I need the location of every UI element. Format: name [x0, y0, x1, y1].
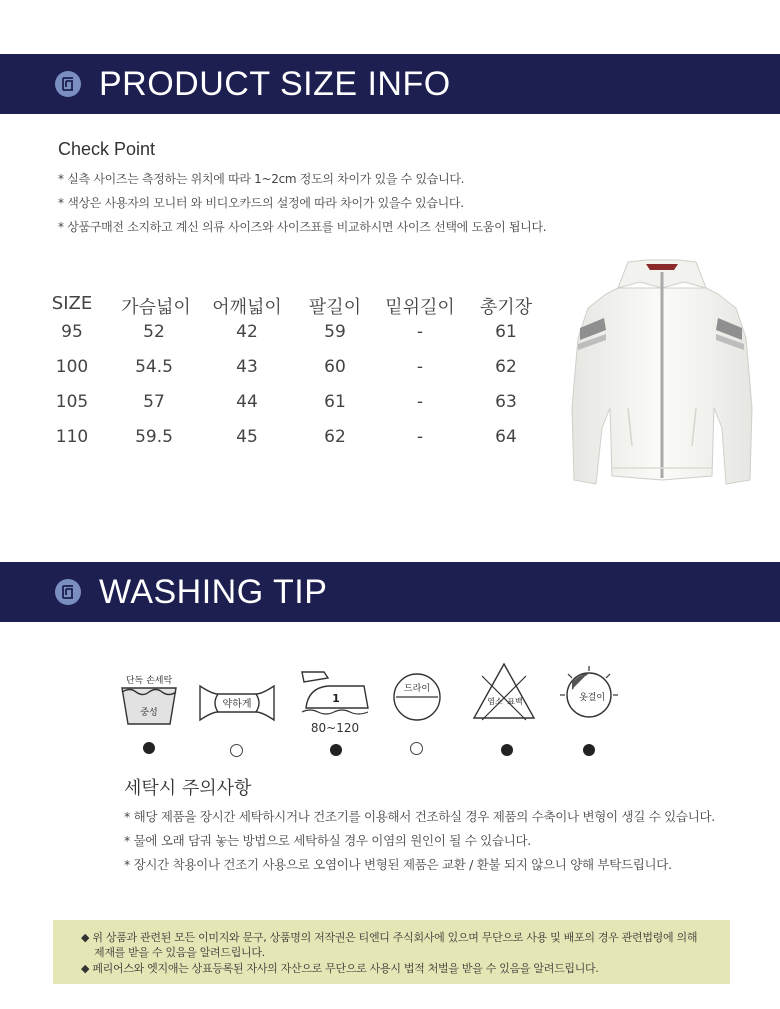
copyright-notice	[53, 920, 730, 984]
brand-logo-icon	[55, 71, 81, 97]
selected-dot	[583, 744, 595, 756]
gentle-wring-icon	[198, 682, 276, 724]
copyright-line: ◆ 위 상품과 관련된 모든 이미지와 문구, 상품명의 저작권은 티엔디 주식회사에 있으며 무단으로 사용 및 배포의 경우 관련법령에 의해	[81, 931, 698, 944]
table-cell: -	[416, 357, 424, 377]
hang-dry-label: 옷걸이	[578, 693, 606, 703]
dry-clean-label: 드라이	[403, 684, 431, 694]
table-cell: 44	[236, 392, 258, 412]
table-cell: 43	[236, 357, 258, 377]
check-note: * 실측 사이즈는 측정하는 위치에 따라 1~2cm 정도의 차이가 있을 수 있습니다.	[58, 172, 465, 186]
table-cell: 63	[495, 392, 517, 412]
table-header: 어깨넓이	[212, 297, 282, 318]
table-cell: 100	[55, 357, 89, 377]
table-cell: 59	[324, 322, 346, 342]
no-bleach-icon	[472, 662, 536, 722]
table-cell: 61	[495, 322, 517, 342]
iron-temp-label: 80~120	[310, 721, 360, 735]
check-note: * 색상은 사용자의 모니터 와 비디오카드의 설정에 따라 차이가 있을수 있습니다.	[58, 196, 464, 210]
caution-note: * 해당 제품을 장시간 세탁하시거나 건조기를 이용해서 건조하실 경우 제품의 수축이나 변형이 생길 수 있습니다.	[124, 809, 715, 824]
dry-clean-icon	[392, 672, 442, 722]
table-cell: 59.5	[135, 427, 173, 447]
copyright-line: ◆ 페리어스와 엣지애는 상표등록된 자사의 자산으로 무단으로 사용시 법적 처벌을 받을 수 있음을 알려드립니다.	[81, 962, 599, 975]
table-cell: 57	[143, 392, 165, 412]
selected-dot	[143, 742, 155, 754]
iron-setting-label: 1	[332, 692, 340, 705]
wring-label: 약하게	[222, 699, 252, 710]
washing-tip-banner	[0, 562, 780, 622]
hand-wash-label: 단독 손세탁	[125, 676, 173, 686]
table-cell: 62	[324, 427, 346, 447]
table-cell: 42	[236, 322, 258, 342]
hand-wash-icon	[118, 670, 180, 726]
jacket-product-image	[566, 258, 756, 490]
copyright-line: 제재를 받을 수 있음을 알려드립니다.	[94, 946, 265, 959]
size-info-banner	[0, 54, 780, 114]
section-title: PRODUCT SIZE INFO	[99, 65, 451, 103]
selected-dot	[501, 744, 513, 756]
table-cell: 64	[495, 427, 517, 447]
table-cell: 110	[55, 427, 89, 447]
section-title: WASHING TIP	[99, 573, 328, 611]
table-cell: 105	[55, 392, 89, 412]
check-point-heading: Check Point	[58, 139, 156, 159]
caution-note: * 물에 오래 담궈 놓는 방법으로 세탁하실 경우 이염의 원인이 될 수 있습니다.	[124, 833, 531, 848]
hand-wash-sublabel: 중성	[140, 708, 158, 718]
check-note: * 상품구매전 소지하고 계신 의류 사이즈와 사이즈표를 비교하시면 사이즈 선택에 도움이 됩니다.	[58, 220, 547, 234]
hang-dry-shade-icon	[558, 662, 620, 724]
unselected-dot	[230, 744, 243, 757]
caution-heading: 세탁시 주의사항	[124, 778, 252, 799]
table-header: SIZE	[51, 293, 93, 314]
table-header: 가슴넓이	[121, 297, 191, 318]
bleach-sublabel: 표백	[507, 697, 523, 706]
table-header: 팔길이	[308, 297, 362, 318]
table-cell: 60	[324, 357, 346, 377]
iron-icon	[298, 668, 372, 738]
table-cell: 45	[236, 427, 258, 447]
table-cell: 61	[324, 392, 346, 412]
caution-note: * 장시간 착용이나 건조기 사용으로 오염이나 변형된 제품은 교환 / 환불 되지 않으니 양해 부탁드립니다.	[124, 857, 672, 872]
table-header: 총기장	[479, 297, 533, 318]
table-header: 밑위길이	[385, 297, 455, 318]
table-cell: -	[416, 392, 424, 412]
table-cell: -	[416, 427, 424, 447]
table-cell: 62	[495, 357, 517, 377]
unselected-dot	[410, 742, 423, 755]
table-cell: 52	[143, 322, 165, 342]
selected-dot	[330, 744, 342, 756]
table-cell: -	[416, 322, 424, 342]
brand-logo-icon	[55, 579, 81, 605]
table-cell: 54.5	[135, 357, 173, 377]
table-cell: 95	[61, 322, 83, 342]
bleach-label: 염소	[487, 697, 503, 706]
